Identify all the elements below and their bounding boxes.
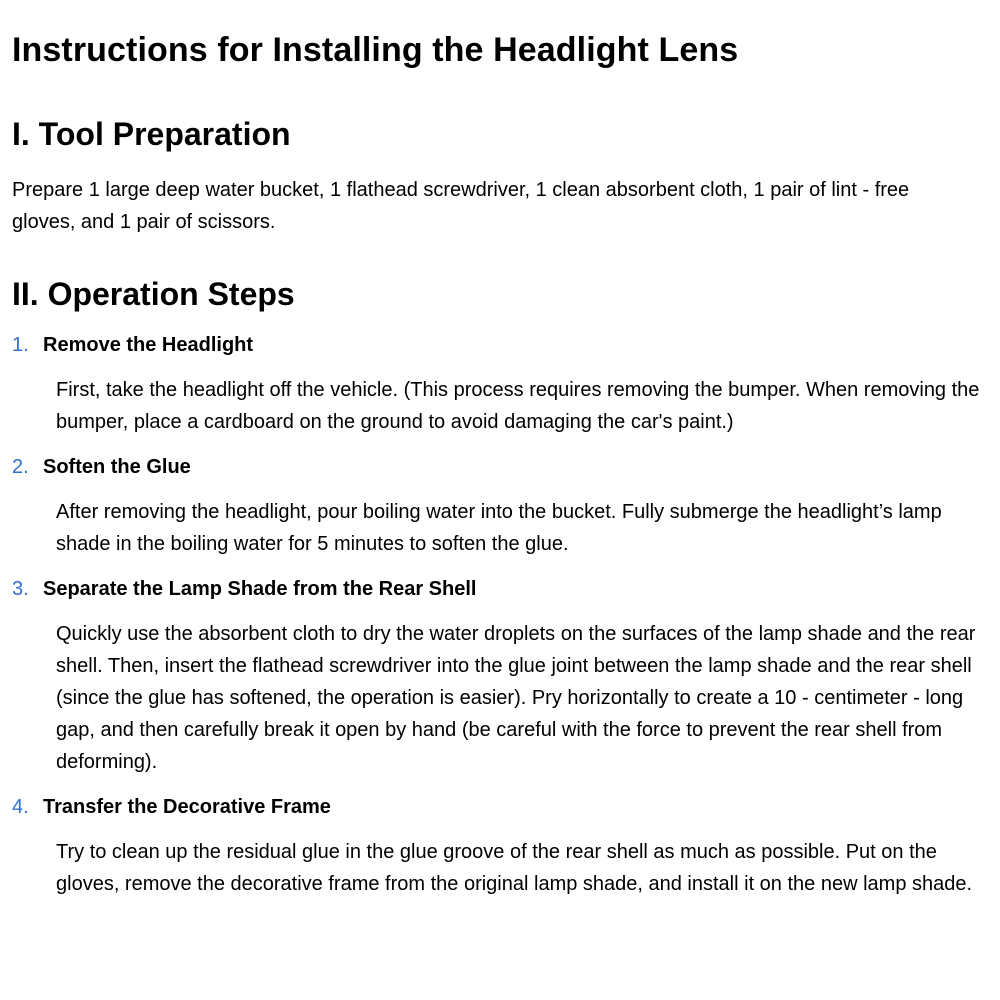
step-header	[12, 329, 1000, 361]
step-number: 2.	[12, 456, 29, 478]
step-title: Remove the Headlight	[43, 334, 254, 356]
step-number: 4.	[12, 796, 29, 818]
step-number: 3.	[12, 578, 29, 600]
list-item	[12, 451, 1000, 560]
step-header	[12, 451, 1000, 483]
step-body: Try to clean up the residual glue in the glue groove of the rear shell as much as possible. Put on the gloves, remove the decorative frame from the original lamp shade, and install it on the new lamp shade.	[56, 841, 973, 895]
step-number: 1.	[12, 334, 29, 356]
step-title: Transfer the Decorative Frame	[43, 796, 331, 818]
list-item	[12, 791, 1000, 900]
step-header	[12, 791, 1000, 823]
step-body: First, take the headlight off the vehicle. (This process requires removing the bumper. When removing the bumper, place a cardboard on the ground to avoid damaging the car's paint.)	[56, 379, 980, 433]
section-heading-operation-steps: II. Operation Steps	[12, 276, 295, 312]
section-heading-tool-preparation: I. Tool Preparation	[12, 116, 291, 152]
list-item	[12, 329, 1000, 438]
page-title: Instructions for Installing the Headlight Lens	[12, 31, 739, 69]
tool-preparation-text: Prepare 1 large deep water bucket, 1 flathead screwdriver, 1 clean absorbent cloth, 1 pair of lint - free gloves, and 1 pair of scissors.	[12, 179, 910, 233]
operation-steps-list	[12, 329, 1000, 900]
step-title: Soften the Glue	[43, 456, 191, 478]
step-body: Quickly use the absorbent cloth to dry the water droplets on the surfaces of the lamp shade and the rear shell. Then, insert the flathead screwdriver into the glue joint between the lamp shade and the rear shell (since the glue has softened, the operation is easier). Pry horizontally to create a 10 - centimeter - long gap, and then carefully break it open by hand (be careful with the force to prevent the rear shell from deforming).	[56, 623, 976, 773]
step-title: Separate the Lamp Shade from the Rear Shell	[43, 578, 477, 600]
step-body: After removing the headlight, pour boiling water into the bucket. Fully submerge the headlight’s lamp shade in the boiling water for 5 minutes to soften the glue.	[56, 501, 942, 555]
step-header	[12, 573, 1000, 605]
list-item	[12, 573, 1000, 778]
